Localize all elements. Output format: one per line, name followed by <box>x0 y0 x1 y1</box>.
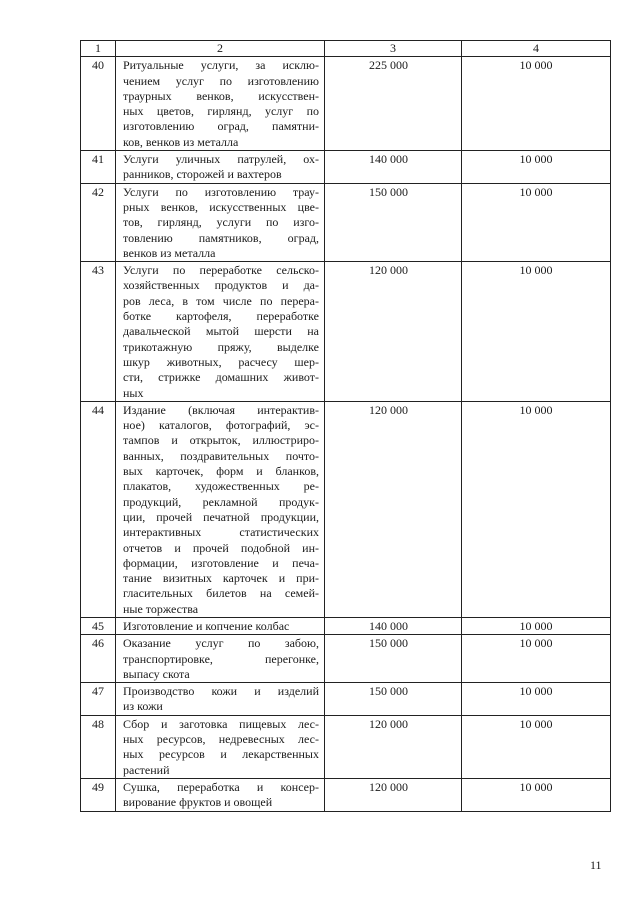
description-line: давальческой мытой шерсти на <box>123 324 319 339</box>
description-line: ные торжества <box>123 601 199 616</box>
table-row <box>81 617 611 634</box>
description-line: ботке картофеля, переработке <box>123 309 319 324</box>
table-row <box>81 401 611 617</box>
description-line: венков из металла <box>123 245 216 260</box>
service-description <box>116 57 325 151</box>
table-row <box>81 262 611 402</box>
service-description <box>116 151 325 184</box>
description-line: изготовлению оград, памятни- <box>123 119 319 134</box>
description-line: хозяйственных продуктов и да- <box>123 278 319 293</box>
table-row <box>81 151 611 184</box>
service-description <box>116 778 325 811</box>
description-line: чением услуг по изготовлению <box>123 73 319 88</box>
row-number: 48 <box>81 715 116 778</box>
description-line: интерактивных статистических <box>123 525 319 540</box>
row-number: 46 <box>81 635 116 683</box>
column-3-value: 150 000 <box>325 635 462 683</box>
service-description <box>116 401 325 617</box>
description-line: Оказание услуг по забою, <box>123 636 319 651</box>
description-line: плакатов, художественных ре- <box>123 479 319 494</box>
description-line: вирование фруктов и овощей <box>123 795 273 810</box>
column-header-2: 2 <box>116 41 325 57</box>
description-line: Изготовление и копчение колбас <box>123 618 290 633</box>
column-4-value: 10 000 <box>462 262 611 402</box>
column-3-value: 120 000 <box>325 778 462 811</box>
column-4-value: 10 000 <box>462 683 611 716</box>
description-line: товлению памятников, оград, <box>123 230 319 245</box>
column-3-value: 120 000 <box>325 401 462 617</box>
description-line: Издание (включая интерактив- <box>123 402 319 417</box>
description-line: Сбор и заготовка пищевых лес- <box>123 716 319 731</box>
description-line: ков, венков из металла <box>123 134 239 149</box>
description-line: Ритуальные услуги, за исклю- <box>123 58 319 73</box>
table-row <box>81 715 611 778</box>
description-line: транспортировке, перегонке, <box>123 651 319 666</box>
service-description <box>116 635 325 683</box>
description-line: тание визитных карточек и при- <box>123 571 319 586</box>
row-number: 41 <box>81 151 116 184</box>
description-line: тов, гирлянд, услуги по изго- <box>123 215 319 230</box>
service-description <box>116 262 325 402</box>
table-row <box>81 683 611 716</box>
description-line: ных ресурсов, недревесных лес- <box>123 732 319 747</box>
description-line: отчетов и прочей подобной ин- <box>123 540 319 555</box>
row-number: 44 <box>81 401 116 617</box>
description-line: ное) каталогов, фотографий, эс- <box>123 418 319 433</box>
description-line: шкур животных, расчесу шер- <box>123 354 319 369</box>
description-line: рных венков, искусственных цве- <box>123 199 319 214</box>
row-number: 45 <box>81 617 116 634</box>
description-line: Услуги по переработке сельско- <box>123 263 319 278</box>
description-line: траурных венков, искусствен- <box>123 88 319 103</box>
column-3-value: 120 000 <box>325 262 462 402</box>
service-description <box>116 183 325 261</box>
table-row <box>81 57 611 151</box>
service-description <box>116 683 325 716</box>
row-number: 47 <box>81 683 116 716</box>
column-3-value: 140 000 <box>325 617 462 634</box>
column-header-1: 1 <box>81 41 116 57</box>
description-line: Услуги уличных патрулей, ох- <box>123 152 319 167</box>
description-line: продукций, рекламной продук- <box>123 494 319 509</box>
table-row <box>81 635 611 683</box>
description-line: ции, прочей печатной продукции, <box>123 509 319 524</box>
column-4-value: 10 000 <box>462 151 611 184</box>
column-header-3: 3 <box>325 41 462 57</box>
row-number: 42 <box>81 183 116 261</box>
description-line: гласительных билетов на семей- <box>123 586 319 601</box>
service-description <box>116 715 325 778</box>
column-3-value: 150 000 <box>325 683 462 716</box>
description-line: ранников, сторожей и вахтеров <box>123 167 282 182</box>
description-line: Услуги по изготовлению трау- <box>123 184 319 199</box>
column-4-value: 10 000 <box>462 183 611 261</box>
column-4-value: 10 000 <box>462 617 611 634</box>
row-number: 43 <box>81 262 116 402</box>
column-3-value: 120 000 <box>325 715 462 778</box>
column-4-value: 10 000 <box>462 635 611 683</box>
description-line: сти, стрижке домашних живот- <box>123 370 319 385</box>
column-3-value: 150 000 <box>325 183 462 261</box>
description-line: Производство кожи и изделий <box>123 684 319 699</box>
row-number: 40 <box>81 57 116 151</box>
description-line: трикотажную пряжу, выделке <box>123 339 319 354</box>
service-description <box>116 617 325 634</box>
description-line: формации, изготовление и печа- <box>123 555 319 570</box>
description-line: Сушка, переработка и консер- <box>123 779 319 794</box>
description-line: вых карточек, форм и бланков, <box>123 464 319 479</box>
header-row <box>81 41 611 57</box>
column-4-value: 10 000 <box>462 57 611 151</box>
description-line: из кожи <box>123 699 163 714</box>
description-line: ных <box>123 385 144 400</box>
column-3-value: 225 000 <box>325 57 462 151</box>
tariff-table <box>80 40 611 812</box>
column-header-4: 4 <box>462 41 611 57</box>
column-4-value: 10 000 <box>462 401 611 617</box>
table-row <box>81 183 611 261</box>
column-4-value: 10 000 <box>462 778 611 811</box>
column-3-value: 140 000 <box>325 151 462 184</box>
description-line: ных цветов, гирлянд, услуг по <box>123 104 319 119</box>
description-line: ных ресурсов и лекарственных <box>123 747 319 762</box>
row-number: 49 <box>81 778 116 811</box>
description-line: ров леса, в том числе по перера- <box>123 293 319 308</box>
description-line: тампов и открыток, иллюстриро- <box>123 433 319 448</box>
table-row <box>81 778 611 811</box>
column-4-value: 10 000 <box>462 715 611 778</box>
description-line: выпасу скота <box>123 666 190 681</box>
description-line: ванных, поздравительных почто- <box>123 448 319 463</box>
page-number: 11 <box>590 858 602 872</box>
description-line: растений <box>123 762 170 777</box>
